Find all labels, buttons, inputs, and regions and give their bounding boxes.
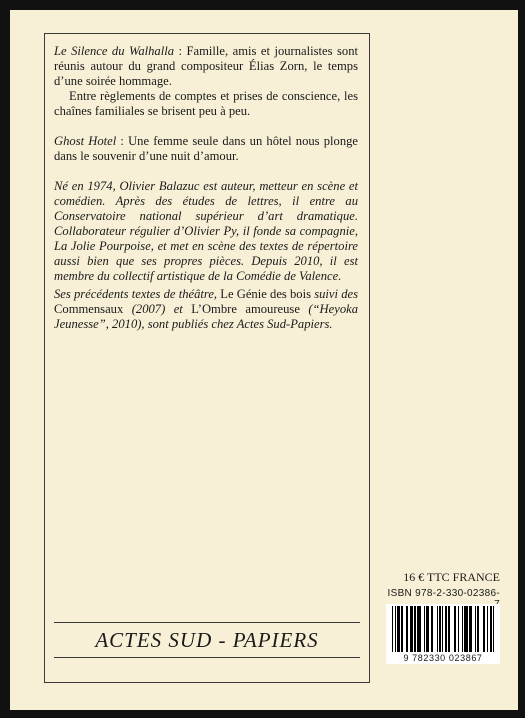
author-bio-text: Né en 1974, Olivier Balazuc est auteur, metteur en scène et comédien. Après des études de lettres, il entre au Conservatoire national supérieur d’art dramatique. Collaborateur régulier d’Olivier Py, il fonde sa compagnie, La Jolie Pourpoise, et met en scène des textes de répertoire aussi bien que ses propres pièces. Depuis 2010, il est membre du collectif artistique de la Comédie de Valence. [54, 179, 358, 283]
works-publication-note: (“Heyoka Jeunesse”, 2010), sont publiés chez Actes Sud-Papiers. [54, 302, 358, 331]
play-title-ghost: Ghost Hotel [54, 134, 117, 148]
barcode-stripe [494, 606, 495, 652]
isbn-label: ISBN 978-2-330-02386- [387, 588, 500, 599]
barcode-bars [392, 606, 496, 652]
work-title-commensaux: Commensaux [54, 302, 132, 316]
publisher-logo: ACTES SUD - PAPIERS [54, 622, 360, 658]
works-year-connector: (2007) et [131, 302, 183, 316]
barcode [386, 604, 500, 664]
work-title-genie: Le Génie des bois [217, 287, 315, 301]
works-intro: Ses précédents textes de théâtre, [54, 287, 218, 301]
previous-works [54, 287, 358, 332]
blurb-ghost-paragraph [54, 134, 358, 164]
work-title-ombre: L’Ombre amoureuse [182, 302, 309, 316]
play-title-silence: Le Silence du Walhalla [54, 44, 175, 58]
back-cover-text [54, 44, 358, 332]
blurb-conflict-paragraph: Entre règlements de comptes et prises de conscience, les chaînes familiales se brisent peu à peu. [54, 89, 358, 118]
price-label: 16 € TTC FRANCE [403, 570, 500, 584]
barcode-digits: 9 782330 023867 [403, 653, 483, 663]
blurb-silence-paragraph [54, 44, 358, 89]
blurb-silence-text: : Famille, amis et journalistes sont réunis autour du grand compositeur Élias Zorn, le temps d’une soirée hommage. [54, 44, 358, 88]
blurb-ghost-text: : Une femme seule dans un hôtel nous plonge dans le souvenir d’une nuit d’amour. [54, 134, 359, 163]
author-bio [54, 179, 358, 284]
works-connector: suivi des [314, 287, 358, 301]
